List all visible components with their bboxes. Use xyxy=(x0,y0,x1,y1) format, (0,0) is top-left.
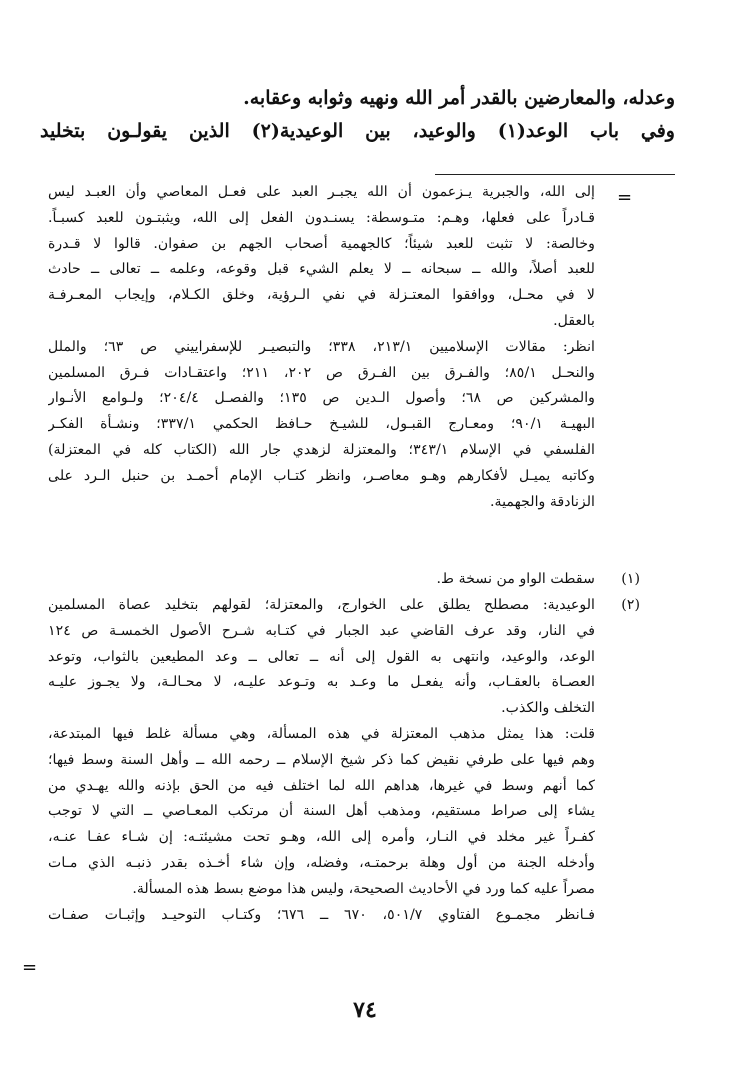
main-text xyxy=(40,82,675,148)
footnote-line: الوعد، والوعيد، وانتهى به القول إلى أنه ــ تعالى ــ وعد المطيعين بالثواب، وتوعد xyxy=(48,648,595,665)
footnote-line: البهيـة ٩٠/١؛ ومعـارج القبـول، للشيـخ حـافظ الحكمي ٣٣٧/١؛ ونشـأة الفكـر xyxy=(48,416,595,433)
footnote-line: للعبد أصلاً، والله ــ سبحانه ــ لا يعلم الشيء قبل وقوعه، وعلمه ــ تعالى ــ حادث xyxy=(48,261,595,278)
footnote-line: وخالصة: لا تثبت للعبد شيئاً؛ كالجهمية أصحاب الجهم بن صفوان. قالوا لا قـدرة xyxy=(48,235,595,252)
page-number: ٧٤ xyxy=(353,997,377,1023)
footnote-2-number: (٢) xyxy=(621,597,640,613)
footnote-line: يشاء إلى صراط مستقيم، ومذهب أهل السنة أن مرتكب المعـاصي ــ التي لا توجب xyxy=(48,803,595,820)
footnote-2 xyxy=(48,593,595,928)
footnote-line: سقطت الواو من نسخة ط. xyxy=(436,571,595,587)
footnote-separator xyxy=(435,174,675,175)
footnote-1-number: (١) xyxy=(621,571,640,587)
footnote-line: وكاتبه يميـل لأفكارهم وهـو معاصـر، وانظر كتـاب الإمام أحمـد بن حنبل الـرد على xyxy=(48,467,595,484)
footnote-line: وهم فيها على طرفي نقيض كما ذكر شيخ الإسلام ــ رحمه الله ــ وأهل السنة وسط فيها؛ xyxy=(48,751,595,768)
footnote-line: مصراً عليه كما ورد في الأحاديث الصحيحة، وليس هذا موضع بسط هذه المسألة. xyxy=(132,880,595,897)
main-text-line-2: وفي باب الوعد(١) والوعيد، بين الوعيدية(٢) الذين يقولـون بتخليد xyxy=(40,120,675,142)
continuation-mark-top: = xyxy=(617,187,633,208)
main-text-line-1: وعدله، والمعارضين بالقدر أمر الله ونهيه وثوابه وعقابه. xyxy=(243,87,675,109)
footnote-line: العصـاة بالعقـاب، وأنه يفعـل ما وعـد به وتـوعد عليـه، لا محـالـة، ولا يجـوز عليـه xyxy=(48,674,595,691)
footnote-line: بالعقل. xyxy=(553,312,595,329)
footnote-continued xyxy=(48,180,595,515)
footnote-line: قـادراً على فعلها، وهـم: متـوسطة: يسنـدون الفعل إلى الله، ويثبتـون للعبد كسبـاً. xyxy=(48,209,595,226)
footnote-line: كما أنهم وسط في غيرها، هداهم الله لما اختلف فيه من الحق بإذنه والله يهـدي من xyxy=(48,777,595,794)
footnote-line: الفلسفي في الإسلام ٣٤٣/١؛ والمعتزلة لزهدي جار الله (الكتاب كله في المعتزلة) xyxy=(48,441,595,458)
footnote-line: لا في محـل، ووافقوا المعتـزلة في نفي الـرؤية، وخلق الكـلام، وإيجاب المعـرفـة xyxy=(48,287,595,304)
footnote-line: قلت: هذا يمثل مذهب المعتزلة في هذه المسألة، وهي مسألة غلط فيها المبتدعة، xyxy=(48,725,595,742)
footnote-1 xyxy=(48,567,595,593)
footnote-line: الوعيدية: مصطلح يطلق على الخوارج، والمعتزلة؛ لقولهم بتخليد عصاة المسلمين xyxy=(48,597,595,613)
footnote-line: والمشركين ص ٦٨؛ وأصول الـدين ص ١٣٥؛ والفصـل ٢٠٤/٤؛ ولـوامع الأنـوار xyxy=(48,390,595,407)
footnote-line: الزنادقة والجهمية. xyxy=(490,493,595,510)
footnote-line: التخلف والكذب. xyxy=(501,700,595,717)
footnote-line: وأدخله الجنة من أول وهلة برحمتـه، وفضله، وإن شاء أخـذه بقدر ذنبـه الذي مـات xyxy=(48,854,595,871)
footnote-line: في النار، وقد عرف القاضي عبد الجبار في كتـابه شـرح الأصول الخمسـة ص ١٢٤ xyxy=(48,622,595,639)
footnote-line: والنحـل ٨٥/١؛ والفـرق بين الفـرق ص ٢٠٢، ٢١١؛ واعتقـادات فـرق المسلمين xyxy=(48,364,595,381)
footnote-line: انظر: مقالات الإسلاميين ٢١٣/١، ٣٣٨؛ والتبصيـر للإسفراييني ص ٦٣؛ والملل xyxy=(48,338,595,355)
continuation-mark-bottom: = xyxy=(22,957,38,978)
footnote-line: إلى الله، والجبرية يـزعمون أن الله يجبـر العبد على فعـل المعاصي وأن العبـد ليس xyxy=(48,184,595,200)
footnote-line: كفـراً غير مخلد في النـار، وأمره إلى الله، وهـو تحت مشيئتـه: إن شـاء عفـا عنـه، xyxy=(48,829,595,846)
footnote-line: فـانظر مجمـوع الفتاوي ٥٠١/٧، ٦٧٠ ــ ٦٧٦؛ وكتـاب التوحيـد وإثبـات صفـات xyxy=(48,906,595,923)
